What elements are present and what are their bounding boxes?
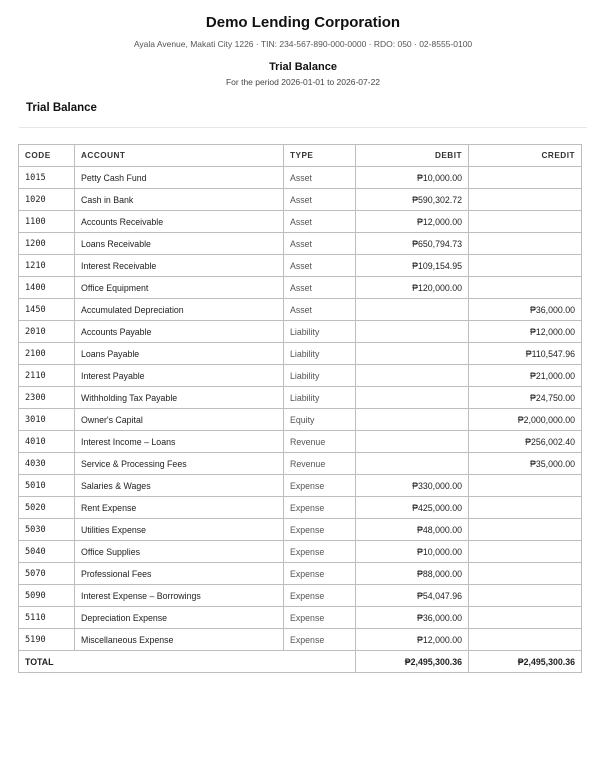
credit-amount: ₱24,750.00 — [469, 387, 582, 409]
account-type: Asset — [284, 167, 356, 189]
credit-amount — [469, 255, 582, 277]
table-row — [19, 563, 582, 585]
account-code: 1015 — [19, 167, 75, 189]
credit-amount — [469, 585, 582, 607]
credit-amount — [469, 629, 582, 651]
account-code: 2110 — [19, 365, 75, 387]
account-code: 1200 — [19, 233, 75, 255]
table-row — [19, 431, 582, 453]
debit-amount — [356, 431, 469, 453]
table-row — [19, 585, 582, 607]
table-row — [19, 541, 582, 563]
account-type: Asset — [284, 189, 356, 211]
debit-amount: ₱12,000.00 — [356, 629, 469, 651]
debit-amount: ₱109,154.95 — [356, 255, 469, 277]
table-row — [19, 387, 582, 409]
account-name: Loans Receivable — [75, 233, 284, 255]
credit-amount: ₱2,000,000.00 — [469, 409, 582, 431]
credit-amount — [469, 211, 582, 233]
company-name: Demo Lending Corporation — [205, 14, 401, 31]
account-type: Liability — [284, 343, 356, 365]
credit-amount — [469, 497, 582, 519]
account-name: Interest Income – Loans — [75, 431, 284, 453]
report-title: Trial Balance — [269, 61, 337, 73]
account-name: Loans Payable — [75, 343, 284, 365]
account-code: 5040 — [19, 541, 75, 563]
account-code: 5070 — [19, 563, 75, 585]
credit-amount — [469, 277, 582, 299]
section-title: Trial Balance — [26, 102, 97, 114]
account-code: 1100 — [19, 211, 75, 233]
column-header-credit: CREDIT — [469, 145, 582, 167]
debit-amount — [356, 299, 469, 321]
table-row — [19, 255, 582, 277]
credit-amount — [469, 519, 582, 541]
credit-amount — [469, 607, 582, 629]
debit-amount: ₱425,000.00 — [356, 497, 469, 519]
account-name: Rent Expense — [75, 497, 284, 519]
account-type: Expense — [284, 541, 356, 563]
account-code: 1450 — [19, 299, 75, 321]
account-code: 5090 — [19, 585, 75, 607]
debit-amount: ₱10,000.00 — [356, 167, 469, 189]
table-row — [19, 475, 582, 497]
debit-amount: ₱48,000.00 — [356, 519, 469, 541]
credit-amount — [469, 475, 582, 497]
credit-amount — [469, 189, 582, 211]
table-row — [19, 167, 582, 189]
account-type: Revenue — [284, 431, 356, 453]
account-name: Professional Fees — [75, 563, 284, 585]
credit-amount — [469, 563, 582, 585]
account-name: Interest Receivable — [75, 255, 284, 277]
credit-amount: ₱110,547.96 — [469, 343, 582, 365]
credit-amount — [469, 541, 582, 563]
account-code: 2010 — [19, 321, 75, 343]
account-code: 4030 — [19, 453, 75, 475]
table-row — [19, 321, 582, 343]
debit-amount: ₱330,000.00 — [356, 475, 469, 497]
total-debit: ₱2,495,300.36 — [356, 651, 469, 673]
account-type: Liability — [284, 387, 356, 409]
account-code: 5110 — [19, 607, 75, 629]
credit-amount — [469, 233, 582, 255]
table-body — [19, 167, 582, 651]
account-name: Miscellaneous Expense — [75, 629, 284, 651]
account-name: Accumulated Depreciation — [75, 299, 284, 321]
account-name: Accounts Payable — [75, 321, 284, 343]
table-row — [19, 607, 582, 629]
debit-amount — [356, 409, 469, 431]
account-type: Liability — [284, 365, 356, 387]
account-name: Petty Cash Fund — [75, 167, 284, 189]
account-type: Asset — [284, 277, 356, 299]
account-code: 1210 — [19, 255, 75, 277]
table-row — [19, 497, 582, 519]
account-code: 1020 — [19, 189, 75, 211]
debit-amount: ₱88,000.00 — [356, 563, 469, 585]
debit-amount: ₱590,302.72 — [356, 189, 469, 211]
account-code: 3010 — [19, 409, 75, 431]
account-name: Withholding Tax Payable — [75, 387, 284, 409]
table-row — [19, 189, 582, 211]
total-credit: ₱2,495,300.36 — [469, 651, 582, 673]
credit-amount: ₱21,000.00 — [469, 365, 582, 387]
debit-amount: ₱54,047.96 — [356, 585, 469, 607]
debit-amount: ₱12,000.00 — [356, 211, 469, 233]
account-name: Utilities Expense — [75, 519, 284, 541]
account-code: 5010 — [19, 475, 75, 497]
debit-amount: ₱650,794.73 — [356, 233, 469, 255]
column-header-type: TYPE — [284, 145, 356, 167]
credit-amount — [469, 167, 582, 189]
credit-amount: ₱256,002.40 — [469, 431, 582, 453]
table-row — [19, 343, 582, 365]
credit-amount: ₱36,000.00 — [469, 299, 582, 321]
account-type: Expense — [284, 607, 356, 629]
table-header-row — [19, 145, 582, 167]
account-type: Asset — [284, 299, 356, 321]
account-type: Liability — [284, 321, 356, 343]
account-code: 5020 — [19, 497, 75, 519]
table-row — [19, 299, 582, 321]
table-row — [19, 277, 582, 299]
total-row — [19, 651, 582, 673]
report-header — [0, 0, 606, 88]
table-row — [19, 233, 582, 255]
debit-amount — [356, 387, 469, 409]
table-row — [19, 409, 582, 431]
account-name: Interest Expense – Borrowings — [75, 585, 284, 607]
table-row — [19, 629, 582, 651]
column-header-account: ACCOUNT — [75, 145, 284, 167]
account-name: Interest Payable — [75, 365, 284, 387]
account-type: Expense — [284, 629, 356, 651]
account-name: Cash in Bank — [75, 189, 284, 211]
account-name: Owner's Capital — [75, 409, 284, 431]
debit-amount — [356, 365, 469, 387]
table-row — [19, 211, 582, 233]
account-name: Depreciation Expense — [75, 607, 284, 629]
account-code: 1400 — [19, 277, 75, 299]
table-row — [19, 453, 582, 475]
table-row — [19, 519, 582, 541]
account-code: 2300 — [19, 387, 75, 409]
account-code: 2100 — [19, 343, 75, 365]
account-name: Office Supplies — [75, 541, 284, 563]
account-type: Asset — [284, 211, 356, 233]
account-code: 5190 — [19, 629, 75, 651]
debit-amount — [356, 321, 469, 343]
account-type: Expense — [284, 519, 356, 541]
debit-amount — [356, 343, 469, 365]
account-code: 4010 — [19, 431, 75, 453]
account-type: Expense — [284, 497, 356, 519]
company-address: Ayala Avenue, Makati City 1226 · TIN: 234-567-890-000-0000 · RDO: 050 · 02-8555-0100 — [133, 39, 473, 49]
section-divider — [19, 127, 587, 128]
table-row — [19, 365, 582, 387]
credit-amount: ₱35,000.00 — [469, 453, 582, 475]
total-label: TOTAL — [19, 651, 356, 673]
account-type: Equity — [284, 409, 356, 431]
account-name: Salaries & Wages — [75, 475, 284, 497]
debit-amount — [356, 453, 469, 475]
account-name: Accounts Receivable — [75, 211, 284, 233]
debit-amount: ₱120,000.00 — [356, 277, 469, 299]
debit-amount: ₱10,000.00 — [356, 541, 469, 563]
account-type: Asset — [284, 233, 356, 255]
account-type: Expense — [284, 563, 356, 585]
trial-balance-table — [18, 144, 582, 673]
account-type: Expense — [284, 585, 356, 607]
account-type: Asset — [284, 255, 356, 277]
account-name: Service & Processing Fees — [75, 453, 284, 475]
account-type: Revenue — [284, 453, 356, 475]
column-header-code: CODE — [19, 145, 75, 167]
column-header-debit: DEBIT — [356, 145, 469, 167]
account-type: Expense — [284, 475, 356, 497]
credit-amount: ₱12,000.00 — [469, 321, 582, 343]
debit-amount: ₱36,000.00 — [356, 607, 469, 629]
account-name: Office Equipment — [75, 277, 284, 299]
report-period: For the period 2026-01-01 to 2026-07-22 — [225, 77, 381, 87]
account-code: 5030 — [19, 519, 75, 541]
